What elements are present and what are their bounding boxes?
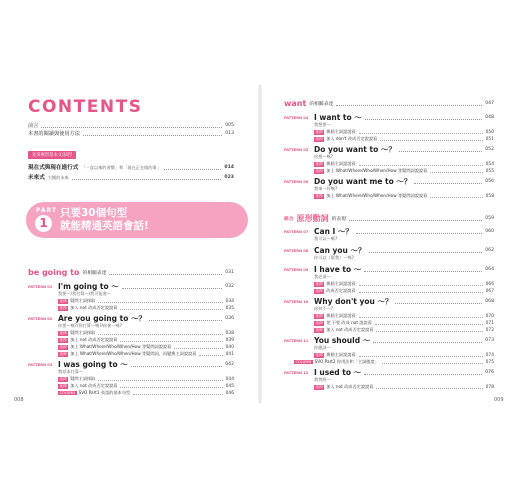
sub-page: 066 (485, 281, 494, 287)
leader-dots (83, 133, 222, 136)
part-number: 1 (35, 215, 52, 232)
section-heading (284, 99, 494, 108)
section-heading (284, 213, 494, 224)
section-prefix: 組合 (284, 217, 294, 222)
sub-page: 051 (485, 136, 494, 142)
sub-label: SVO Part2 你用法和「主詞態度」 (314, 359, 379, 364)
book-gutter (258, 85, 262, 403)
pattern-title: Can you ～？ (314, 246, 366, 255)
leader-dots (430, 195, 482, 198)
sub-entry (314, 136, 494, 142)
toc-entry (28, 165, 234, 171)
sub-page: 034 (225, 298, 234, 304)
section-subtitle: 的相關表達 (309, 102, 334, 107)
leader-dots (369, 249, 483, 253)
pattern-gloss: 我想要～ (314, 122, 331, 127)
leader-dots (373, 339, 482, 343)
part-heading-line: 就能精通英語會話! (60, 220, 149, 232)
sub-page: 040 (225, 344, 234, 350)
pattern-gloss: 我原本打算～ (58, 369, 84, 374)
leader-dots (382, 361, 483, 364)
pattern-tag: PATTERN 05 (284, 147, 309, 152)
pattern-page: 042 (225, 362, 234, 367)
sub-page: 039 (225, 337, 234, 343)
sub-tag: 延伸 (59, 376, 67, 381)
pattern-tag: PATTERN 11 (284, 338, 309, 343)
sub-tag: 延伸 (59, 298, 67, 303)
column-tag: COLUMN (295, 360, 312, 364)
sub-label: 加上 What/Where/Who/When/How 等疑問詞，再變換主詞說說看 (70, 351, 197, 356)
pattern-tag: PATTERN 10 (284, 299, 309, 304)
leader-dots (359, 290, 483, 293)
leader-dots (98, 300, 222, 303)
sub-page: 054 (485, 161, 494, 167)
sub-tag: 延伸 (59, 337, 67, 342)
part-word: PART (36, 207, 57, 214)
sub-entry (314, 320, 494, 326)
sub-tag: 延伸 (315, 168, 323, 173)
section-heading (28, 268, 234, 277)
leader-dots (364, 371, 482, 375)
leader-dots (430, 170, 482, 173)
pattern-tag: PATTERN 02 (28, 316, 53, 321)
pattern-page: 068 (485, 299, 494, 304)
book-spread (6, 85, 514, 403)
sub-entry (314, 384, 494, 390)
leader-dots (120, 307, 222, 310)
leader-dots (336, 102, 482, 106)
leader-dots (149, 317, 222, 321)
sub-page: 055 (485, 168, 494, 174)
leader-dots (199, 353, 222, 356)
sub-entry (58, 330, 234, 336)
pre-label: 先來複習基本文法吧! (28, 151, 76, 159)
left-page (6, 85, 256, 403)
section-title: be going to (28, 268, 80, 277)
leader-dots (376, 386, 482, 389)
pattern-tag: PATTERN 06 (284, 179, 309, 184)
pattern-title: I used to ～ (314, 368, 362, 377)
sub-label: 換個主詞說說看 (326, 313, 356, 318)
sub-entry (58, 298, 234, 304)
sub-entry (314, 161, 494, 167)
sub-tag: 延伸 (59, 351, 67, 356)
leader-dots (380, 138, 482, 141)
sub-label: 改成否定說說看 (326, 288, 356, 293)
sub-page: 071 (485, 320, 494, 326)
sub-entry (58, 376, 234, 382)
sub-entry (314, 288, 494, 294)
sub-label: 加上 What/Where/Who/When/How 等疑問詞說說看 (70, 344, 172, 349)
pattern-tag: PATTERN 07 (284, 229, 309, 234)
pattern-gloss: 我曾經～ (314, 377, 331, 382)
sub-tag: 延伸 (315, 193, 323, 198)
pattern-page: 073 (485, 338, 494, 343)
toc-entry (28, 175, 234, 181)
sub-tag: 延伸 (315, 352, 323, 357)
sub-label: 加入 not 改成否定說說看 (326, 384, 374, 389)
part-heading-line: 只要30個句型 (60, 207, 128, 219)
sub-tag: 延伸 (315, 281, 323, 286)
sub-label: 換個主詞說說看 (326, 352, 356, 357)
toc-entry (28, 123, 234, 129)
sub-tag: 延伸 (315, 384, 323, 389)
pattern-title: Why don't you ～？ (314, 297, 393, 306)
sub-page: 041 (225, 351, 234, 357)
pattern-gloss: 你要～嗎?/你打算～嗎?/你會～嗎? (58, 323, 122, 328)
toc-entry-page: 023 (224, 175, 234, 180)
leader-dots (376, 329, 482, 332)
sub-label: 加入 not 改成否定說說看 (70, 383, 118, 388)
pattern-title: Do you want to ～？ (314, 145, 396, 154)
leader-dots (395, 300, 482, 304)
sub-label: 加入 don't 改成否定說說看 (326, 136, 378, 141)
sub-entry (314, 281, 494, 287)
toc-entry-page: 005 (225, 123, 234, 128)
sub-label: 換個主詞說說看 (326, 281, 356, 286)
sub-tag: 延伸 (315, 313, 323, 318)
sub-entry (58, 305, 234, 311)
toc-entry-label: 本書的閱讀與使用方法 (28, 131, 80, 137)
pattern-page: 032 (225, 284, 234, 289)
sub-label: 加入 not 改成否定說說看 (326, 327, 374, 332)
sub-page: 035 (225, 305, 234, 311)
pattern-page: 052 (485, 147, 494, 152)
pattern-title: I was going to ～ (58, 360, 128, 369)
sub-page: 046 (225, 390, 234, 396)
leader-dots (120, 385, 222, 388)
toc-entry-label: 現在式與現在進行式 (28, 165, 79, 171)
pattern-gloss: 你何不～? (314, 306, 333, 311)
pattern-title: I want to ～ (314, 113, 362, 122)
leader-dots (98, 378, 222, 381)
leader-dots (131, 363, 222, 367)
leader-dots (120, 339, 222, 342)
sub-tag: 延伸 (59, 330, 67, 335)
sub-tag: 延伸 (315, 136, 323, 141)
section-page: 047 (485, 101, 494, 106)
leader-dots (98, 332, 222, 335)
leader-dots (356, 230, 482, 234)
toc-entry-note: 大概的未來 (47, 175, 69, 180)
toc-entry (28, 131, 234, 137)
pattern-title: Are you going to ～？ (58, 314, 146, 323)
pattern-tag: PATTERN 12 (284, 370, 309, 375)
leader-dots (72, 177, 222, 180)
sub-page: 038 (225, 330, 234, 336)
pattern-title: You should ～ (314, 336, 371, 345)
section-page: 059 (485, 216, 494, 221)
sub-label: 疑問主詞採取 (70, 298, 96, 303)
sub-label: 加上 What/Where/Who/When/How 等疑問詞說說看 (326, 193, 428, 198)
sub-tag: 延伸 (315, 288, 323, 293)
sub-page: 070 (485, 313, 494, 319)
sub-entry (314, 193, 494, 199)
section-subtitle: 的相關表達 (82, 271, 107, 276)
toc-entry-label: 前言 (28, 123, 39, 129)
pattern-gloss: 你應該～ (314, 345, 331, 350)
pattern-tag: PATTERN 01 (28, 284, 53, 289)
leader-dots (41, 125, 222, 128)
leader-dots (174, 346, 222, 349)
pattern-title: Do you want me to ～？ (314, 177, 412, 186)
leader-dots (364, 268, 482, 272)
sub-entry (294, 359, 494, 365)
leader-dots (375, 322, 483, 325)
sub-entry (314, 168, 494, 174)
sub-page: 058 (485, 193, 494, 199)
sub-page: 075 (485, 359, 494, 365)
section-page: 031 (225, 270, 234, 275)
pattern-gloss: 我必須～ (314, 274, 331, 279)
leader-dots (359, 354, 483, 357)
pattern-title: Can I ～？ (314, 227, 353, 236)
sub-tag: 延伸 (59, 344, 67, 349)
sub-label: SVO Part1 英語的基本句型 (78, 390, 131, 395)
pattern-page: 076 (485, 370, 494, 375)
pattern-page: 056 (485, 179, 494, 184)
sub-page: 074 (485, 352, 494, 358)
pattern-tag: PATTERN 09 (284, 267, 309, 272)
sub-entry (58, 390, 234, 396)
leader-dots (349, 217, 482, 221)
sub-entry (58, 383, 234, 389)
sub-entry (58, 351, 234, 357)
leader-dots (359, 283, 483, 286)
sub-entry (314, 129, 494, 135)
left-folio: 008 (14, 397, 24, 403)
leader-dots (365, 116, 482, 120)
part-heading (60, 207, 149, 233)
toc-entry-label: 未來式 (28, 175, 45, 181)
sub-label: 換個主詞說說看 (326, 161, 356, 166)
pattern-gloss: 我要～/我打算～/我可能會～ (58, 291, 112, 296)
sub-label: 疑問主詞採取 (70, 330, 96, 335)
pattern-gloss: 我可以～嗎? (314, 236, 338, 241)
leader-dots (122, 285, 222, 289)
toc-entry-page: 013 (225, 131, 234, 136)
right-page (264, 85, 514, 403)
sub-entry (314, 352, 494, 358)
leader-dots (359, 163, 483, 166)
pattern-page: 048 (485, 115, 494, 120)
sub-page: 045 (225, 383, 234, 389)
sub-page: 072 (485, 327, 494, 333)
pattern-tag: PATTERN 03 (28, 362, 53, 367)
pattern-page: 062 (485, 248, 494, 253)
section-title: 原形動詞 (296, 214, 329, 223)
sub-tag: 延伸 (315, 129, 323, 134)
sub-page: 078 (485, 384, 494, 390)
leader-dots (109, 271, 222, 275)
sub-label: 加上 not 改成否定說說看 (70, 337, 118, 342)
pattern-page: 036 (225, 316, 234, 321)
leader-dots (399, 148, 482, 152)
sub-tag: 延伸 (315, 320, 323, 325)
leader-dots (359, 131, 483, 134)
sub-label: 加入 not 改成否定說說看 (70, 305, 118, 310)
sub-entry (314, 313, 494, 319)
section-title: want (284, 99, 307, 108)
pattern-title: I'm going to ～ (58, 282, 119, 291)
sub-tag: 延伸 (315, 161, 323, 166)
pattern-gloss: 我來～好嗎? (314, 186, 338, 191)
pattern-page: 060 (485, 229, 494, 234)
section-subtitle: 的表現 (331, 217, 347, 222)
leader-dots (414, 180, 482, 184)
sub-tag: 延伸 (315, 327, 323, 332)
leader-dots (164, 167, 221, 170)
sub-label: 加上 What/Where/Who/When/How 等疑問詞說說看 (326, 168, 428, 173)
sub-entry (58, 344, 234, 350)
sub-entry (58, 337, 234, 343)
column-tag: COLUMN (59, 391, 76, 395)
sub-page: 067 (485, 288, 494, 294)
sub-page: 050 (485, 129, 494, 135)
leader-dots (133, 392, 222, 395)
toc-entry-note: 「一直以來的習慣」和「現在正在做的事」 (81, 165, 161, 170)
sub-entry (314, 327, 494, 333)
contents-title: CONTENTS (28, 97, 143, 117)
pattern-tag: PATTERN 08 (284, 248, 309, 253)
sub-tag: 延伸 (59, 305, 67, 310)
pattern-title: I have to ～ (314, 265, 362, 274)
sub-page: 044 (225, 376, 234, 382)
pattern-gloss: 你可以（幫我）～嗎? (314, 255, 354, 260)
sub-label: 換個主詞說說看 (326, 129, 356, 134)
pattern-gloss: 你想～嗎? (314, 154, 333, 159)
pattern-tag: PATTERN 04 (284, 115, 309, 120)
sub-tag: 延伸 (59, 383, 67, 388)
toc-entry-page: 014 (224, 165, 234, 170)
part-banner (26, 202, 248, 238)
pattern-page: 064 (485, 267, 494, 272)
sub-label: 疑問主詞採取 (70, 376, 96, 381)
sub-label: 把 不要 改成 not 說說看 (326, 320, 372, 325)
leader-dots (359, 315, 483, 318)
right-folio: 009 (494, 397, 504, 403)
